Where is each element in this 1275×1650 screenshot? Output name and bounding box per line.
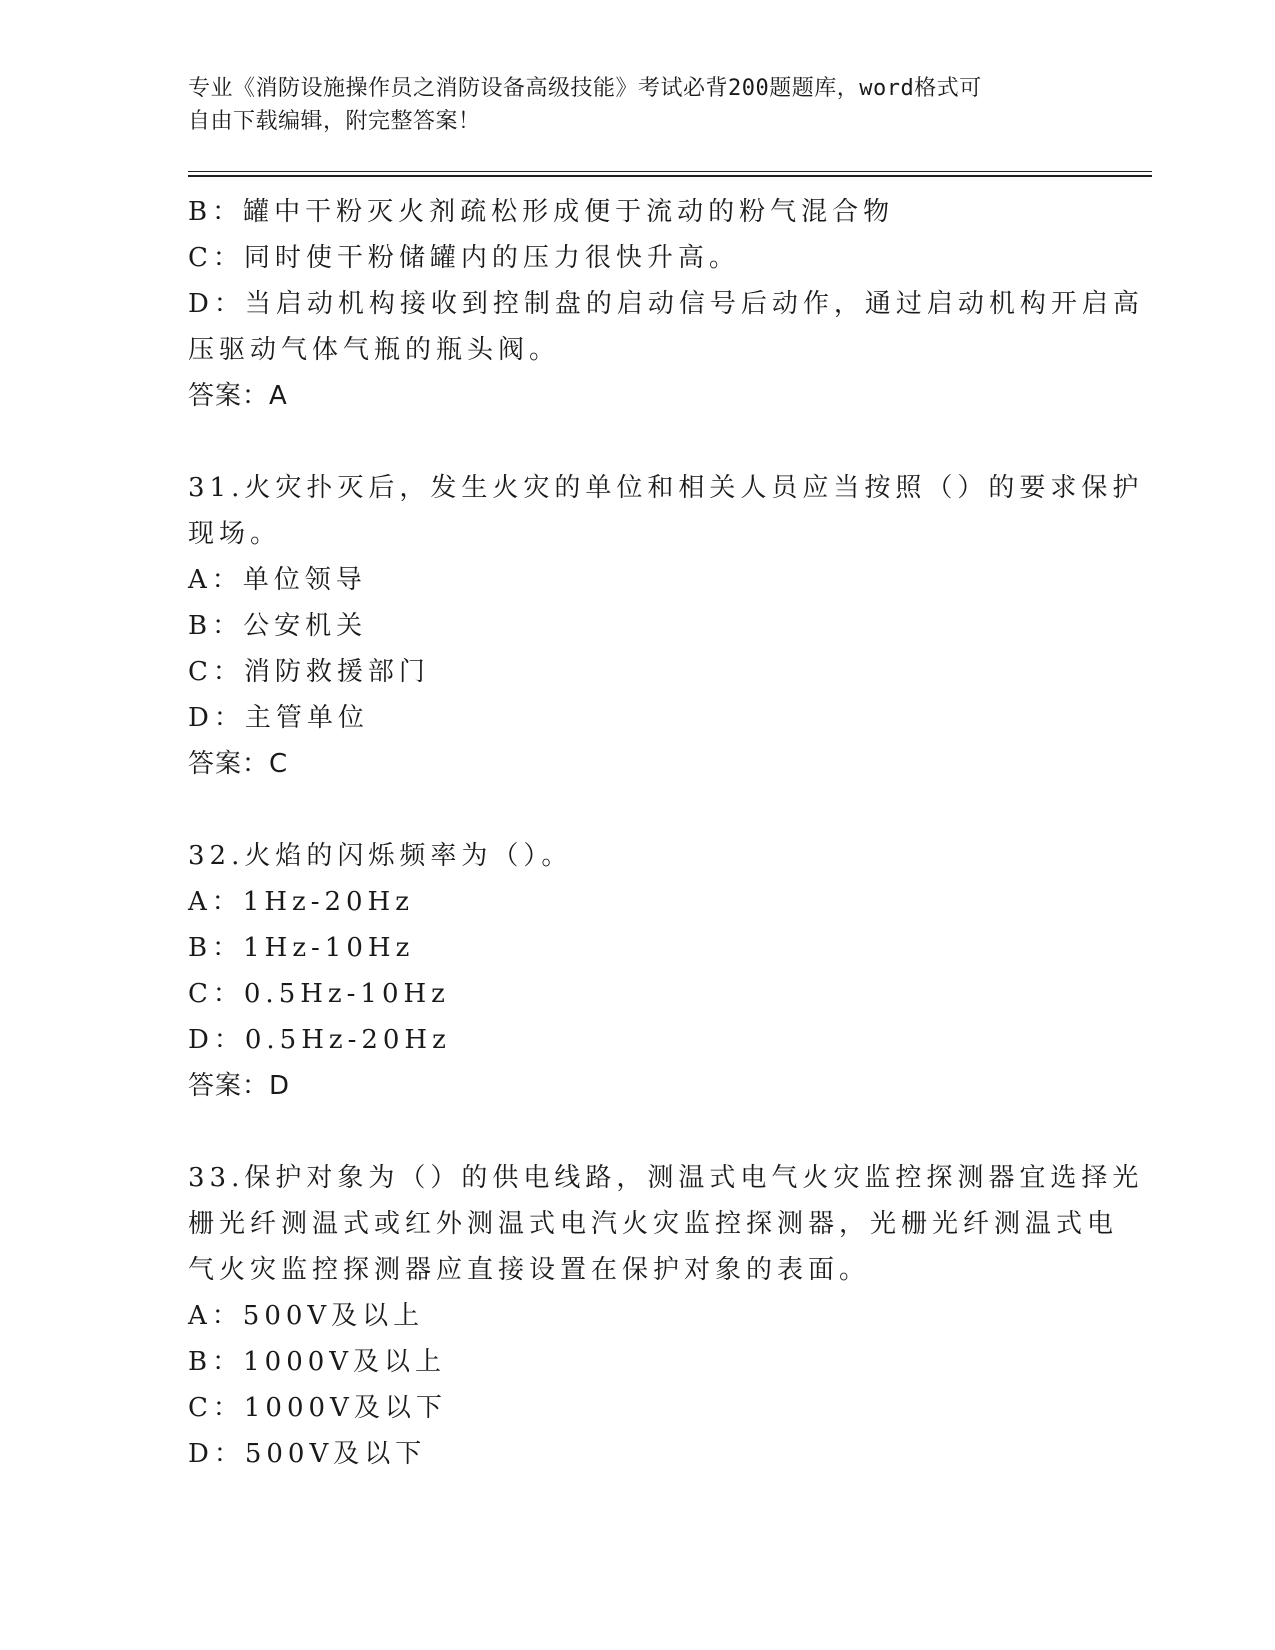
document-body — [188, 189, 1144, 1477]
document-header — [188, 72, 1068, 138]
header-line-1: 专业《消防设施操作员之消防设备高级技能》考试必背200题题库，word格式可 — [188, 76, 982, 101]
option-b: B：公安机关 — [188, 611, 368, 641]
question-stem-line: 气火灾监控探测器应直接设置在保护对象的表面。 — [188, 1255, 871, 1285]
prev-question-block — [188, 189, 1144, 419]
option-c: C：同时使干粉储罐内的压力很快升高。 — [188, 243, 740, 273]
answer: 答案：D — [188, 1071, 291, 1101]
question-32 — [188, 833, 1088, 1109]
option-b: B：1000V及以上 — [188, 1347, 447, 1377]
header-divider-thin — [188, 171, 1152, 172]
answer: 答案：C — [188, 749, 289, 779]
option-d: D：0.5Hz-20Hz — [188, 1025, 451, 1055]
header-line-2: 自由下载编辑，附完整答案！ — [188, 109, 481, 134]
option-c: C：0.5Hz-10Hz — [188, 979, 450, 1009]
option-c: C：消防救援部门 — [188, 657, 430, 687]
option-d: D：500V及以下 — [188, 1439, 427, 1469]
question-stem-line: 33.保护对象为（）的供电线路，测温式电气火灾监控探测器宜选择光 — [188, 1163, 1144, 1193]
question-31 — [188, 465, 1144, 787]
option-a: A：单位领导 — [188, 565, 367, 595]
option-c: C：1000V及以下 — [188, 1393, 447, 1423]
question-33 — [188, 1155, 1144, 1477]
question-stem-line: 32.火焰的闪烁频率为（）。 — [188, 841, 573, 871]
option-a: A：1Hz-20Hz — [188, 887, 414, 917]
question-stem-line: 现场。 — [188, 519, 282, 549]
option-d-continued: 压驱动气体气瓶的瓶头阀。 — [188, 335, 561, 365]
option-a: A：500V及以上 — [188, 1301, 425, 1331]
question-stem-line: 31.火灾扑灭后，发生火灾的单位和相关人员应当按照（）的要求保护 — [188, 473, 1144, 503]
answer: 答案：A — [188, 381, 288, 411]
question-stem-line: 栅光纤测温式或红外测温式电汽火灾监控探测器，光栅光纤测温式电 — [188, 1209, 1119, 1239]
option-b: B：罐中干粉灭火剂疏松形成便于流动的粉气混合物 — [188, 197, 895, 227]
option-d: D：主管单位 — [188, 703, 369, 733]
header-divider-thick — [188, 175, 1152, 177]
option-b: B：1Hz-10Hz — [188, 933, 415, 963]
option-d: D：当启动机构接收到控制盘的启动信号后动作，通过启动机构开启高 — [188, 289, 1144, 319]
